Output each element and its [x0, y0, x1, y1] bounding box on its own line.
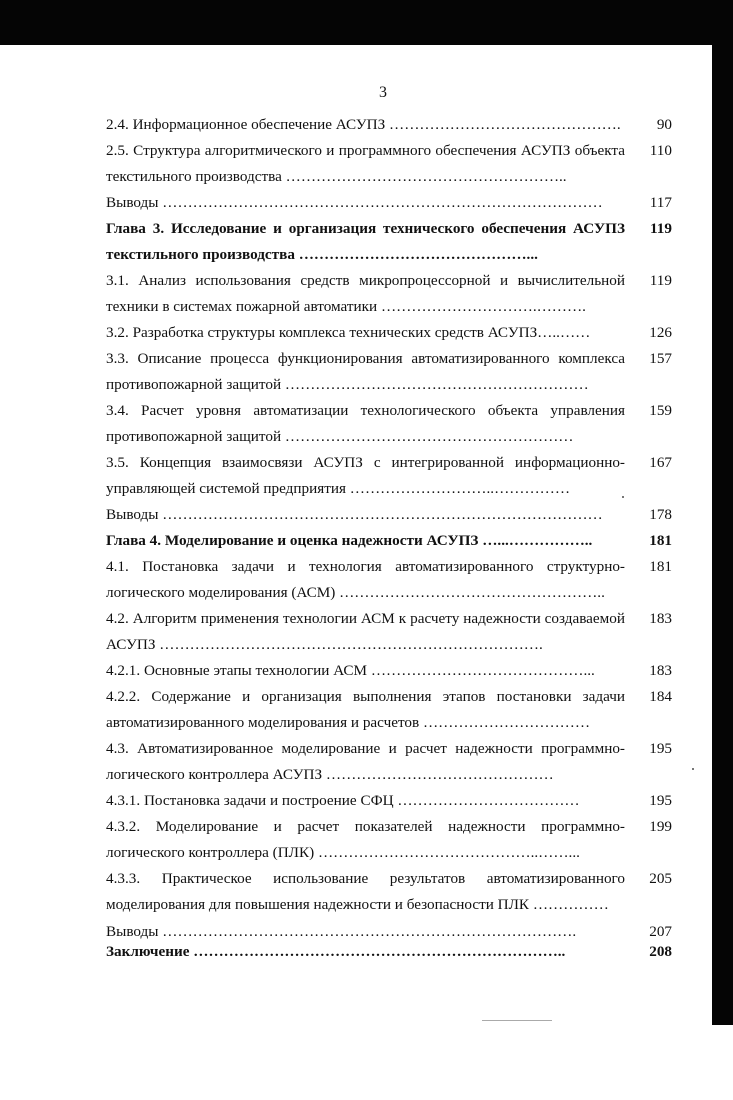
- toc-entry-page: 181: [649, 558, 672, 575]
- toc-entry-title: 4.1. Постановка задачи и технология автоматизированного структурно-логического моделирования (АСМ) ……………………………………………..: [106, 558, 625, 601]
- toc-entry-title: Глава 4. Моделирование и оценка надежности АСУПЗ …...……………..: [106, 532, 593, 549]
- toc-entry-title: Выводы ……………………………………………………………………………: [106, 506, 603, 523]
- toc-entry: [106, 814, 672, 866]
- toc-entry: [106, 788, 672, 814]
- toc-entry: [106, 502, 672, 528]
- toc-chapter-entry: [106, 528, 672, 554]
- toc-entry: [106, 190, 672, 216]
- scan-border-top: [0, 0, 733, 45]
- toc-entry-page: 205: [649, 870, 672, 887]
- toc-entry: [106, 606, 672, 658]
- toc-entry-page: 183: [649, 610, 672, 627]
- toc-entry-page: 183: [649, 662, 672, 679]
- toc-entry: [106, 268, 672, 320]
- toc-entry-page: 207: [649, 923, 672, 940]
- toc-entry-title: Заключение ………………………………………………………………..: [106, 943, 566, 960]
- toc-entry-page: 117: [649, 194, 672, 211]
- toc-entry-page: 199: [649, 818, 672, 835]
- toc-entry-title: 3.1. Анализ использования средств микропроцессорной и вычислительной техники в системах пожарной автоматики ………………………….……….: [106, 272, 625, 315]
- toc-entry: [106, 112, 672, 138]
- toc-entry-page: 119: [650, 220, 672, 237]
- toc-entry: [106, 736, 672, 788]
- toc-entry-title: 4.3.3. Практическое использование результатов автоматизированного моделирования для повышения надежности и безопасности ПЛК ……………: [106, 870, 625, 913]
- toc-entry: [106, 450, 672, 502]
- toc-chapter-entry: [106, 942, 672, 962]
- toc-entry: [106, 398, 672, 450]
- toc-entry-title: Глава 3. Исследование и организация технического обеспечения АСУПЗ текстильного производства ………………………………………...: [106, 220, 625, 263]
- toc-entry: [106, 684, 672, 736]
- toc-entry: [106, 138, 672, 190]
- toc-entry-page: 208: [649, 943, 672, 960]
- toc-entry-title: 4.3.2. Моделирование и расчет показателей надежности программно-логического контроллера (ПЛК) ……………………………………..……...: [106, 818, 625, 861]
- toc-chapter-entry: [106, 216, 672, 268]
- toc-entry-page: 90: [656, 116, 672, 133]
- toc-entry-page: 159: [649, 402, 672, 419]
- toc-entry-title: 3.3. Описание процесса функционирования автоматизированного комплекса противопожарной защитой ……………………………………………………: [106, 350, 625, 393]
- toc-entry-page: 195: [649, 792, 672, 809]
- toc-entry: [106, 866, 672, 918]
- toc-entry: [106, 922, 672, 942]
- toc-entry-page: 126: [649, 324, 672, 341]
- toc-entry-page: 119: [649, 272, 672, 289]
- toc-entry-title: Выводы ……………………………………………………………………………: [106, 194, 603, 211]
- scan-speck: [482, 1020, 552, 1021]
- toc-entry: [106, 554, 672, 606]
- toc-entry-page: 195: [649, 740, 672, 757]
- toc-entry-title: 3.2. Разработка структуры комплекса технических средств АСУПЗ…..……: [106, 324, 591, 341]
- toc-entry-page: 157: [649, 350, 672, 367]
- table-of-contents: [106, 112, 672, 962]
- toc-entry: [106, 320, 672, 346]
- toc-entry: [106, 346, 672, 398]
- toc-entry-page: 181: [649, 532, 672, 549]
- toc-entry-title: 4.2. Алгоритм применения технологии АСМ к расчету надежности создаваемой АСУПЗ ………………………………………………………………….: [106, 610, 625, 653]
- toc-entry-title: 4.2.2. Содержание и организация выполнения этапов постановки задачи автоматизированного моделирования и расчетов ……………………………: [106, 688, 625, 731]
- toc-entry-title: 4.2.1. Основные этапы технологии АСМ ……………………………………...: [106, 662, 595, 679]
- page-number: 3: [379, 84, 387, 101]
- toc-entry-title: 3.4. Расчет уровня автоматизации технологического объекта управления противопожарной защитой …………………………………………………: [106, 402, 625, 445]
- toc-entry-title: 4.3. Автоматизированное моделирование и расчет надежности программно-логического контроллера АСУПЗ ………………………………………: [106, 740, 625, 783]
- toc-entry-title: 2.5. Структура алгоритмического и программного обеспечения АСУПЗ объекта текстильного производства ………………………………………………..: [106, 142, 625, 185]
- toc-entry-page: 178: [649, 506, 672, 523]
- scan-border-right: [712, 0, 733, 1025]
- toc-entry-page: 184: [649, 688, 672, 705]
- toc-entry-title: 2.4. Информационное обеспечение АСУПЗ ……………………………………….: [106, 116, 621, 133]
- toc-entry-page: 110: [649, 142, 672, 159]
- toc-entry-page: 167: [649, 454, 672, 471]
- toc-entry-title: Выводы ……………………………………………………………………….: [106, 923, 577, 940]
- scan-speck: [692, 768, 694, 770]
- toc-entry: [106, 658, 672, 684]
- toc-entry-title: 3.5. Концепция взаимосвязи АСУПЗ с интегрированной информационно-управляющей системой предприятия ………………………..……………: [106, 454, 625, 497]
- toc-entry-title: 4.3.1. Постановка задачи и построение СФЦ ………………………………: [106, 792, 580, 809]
